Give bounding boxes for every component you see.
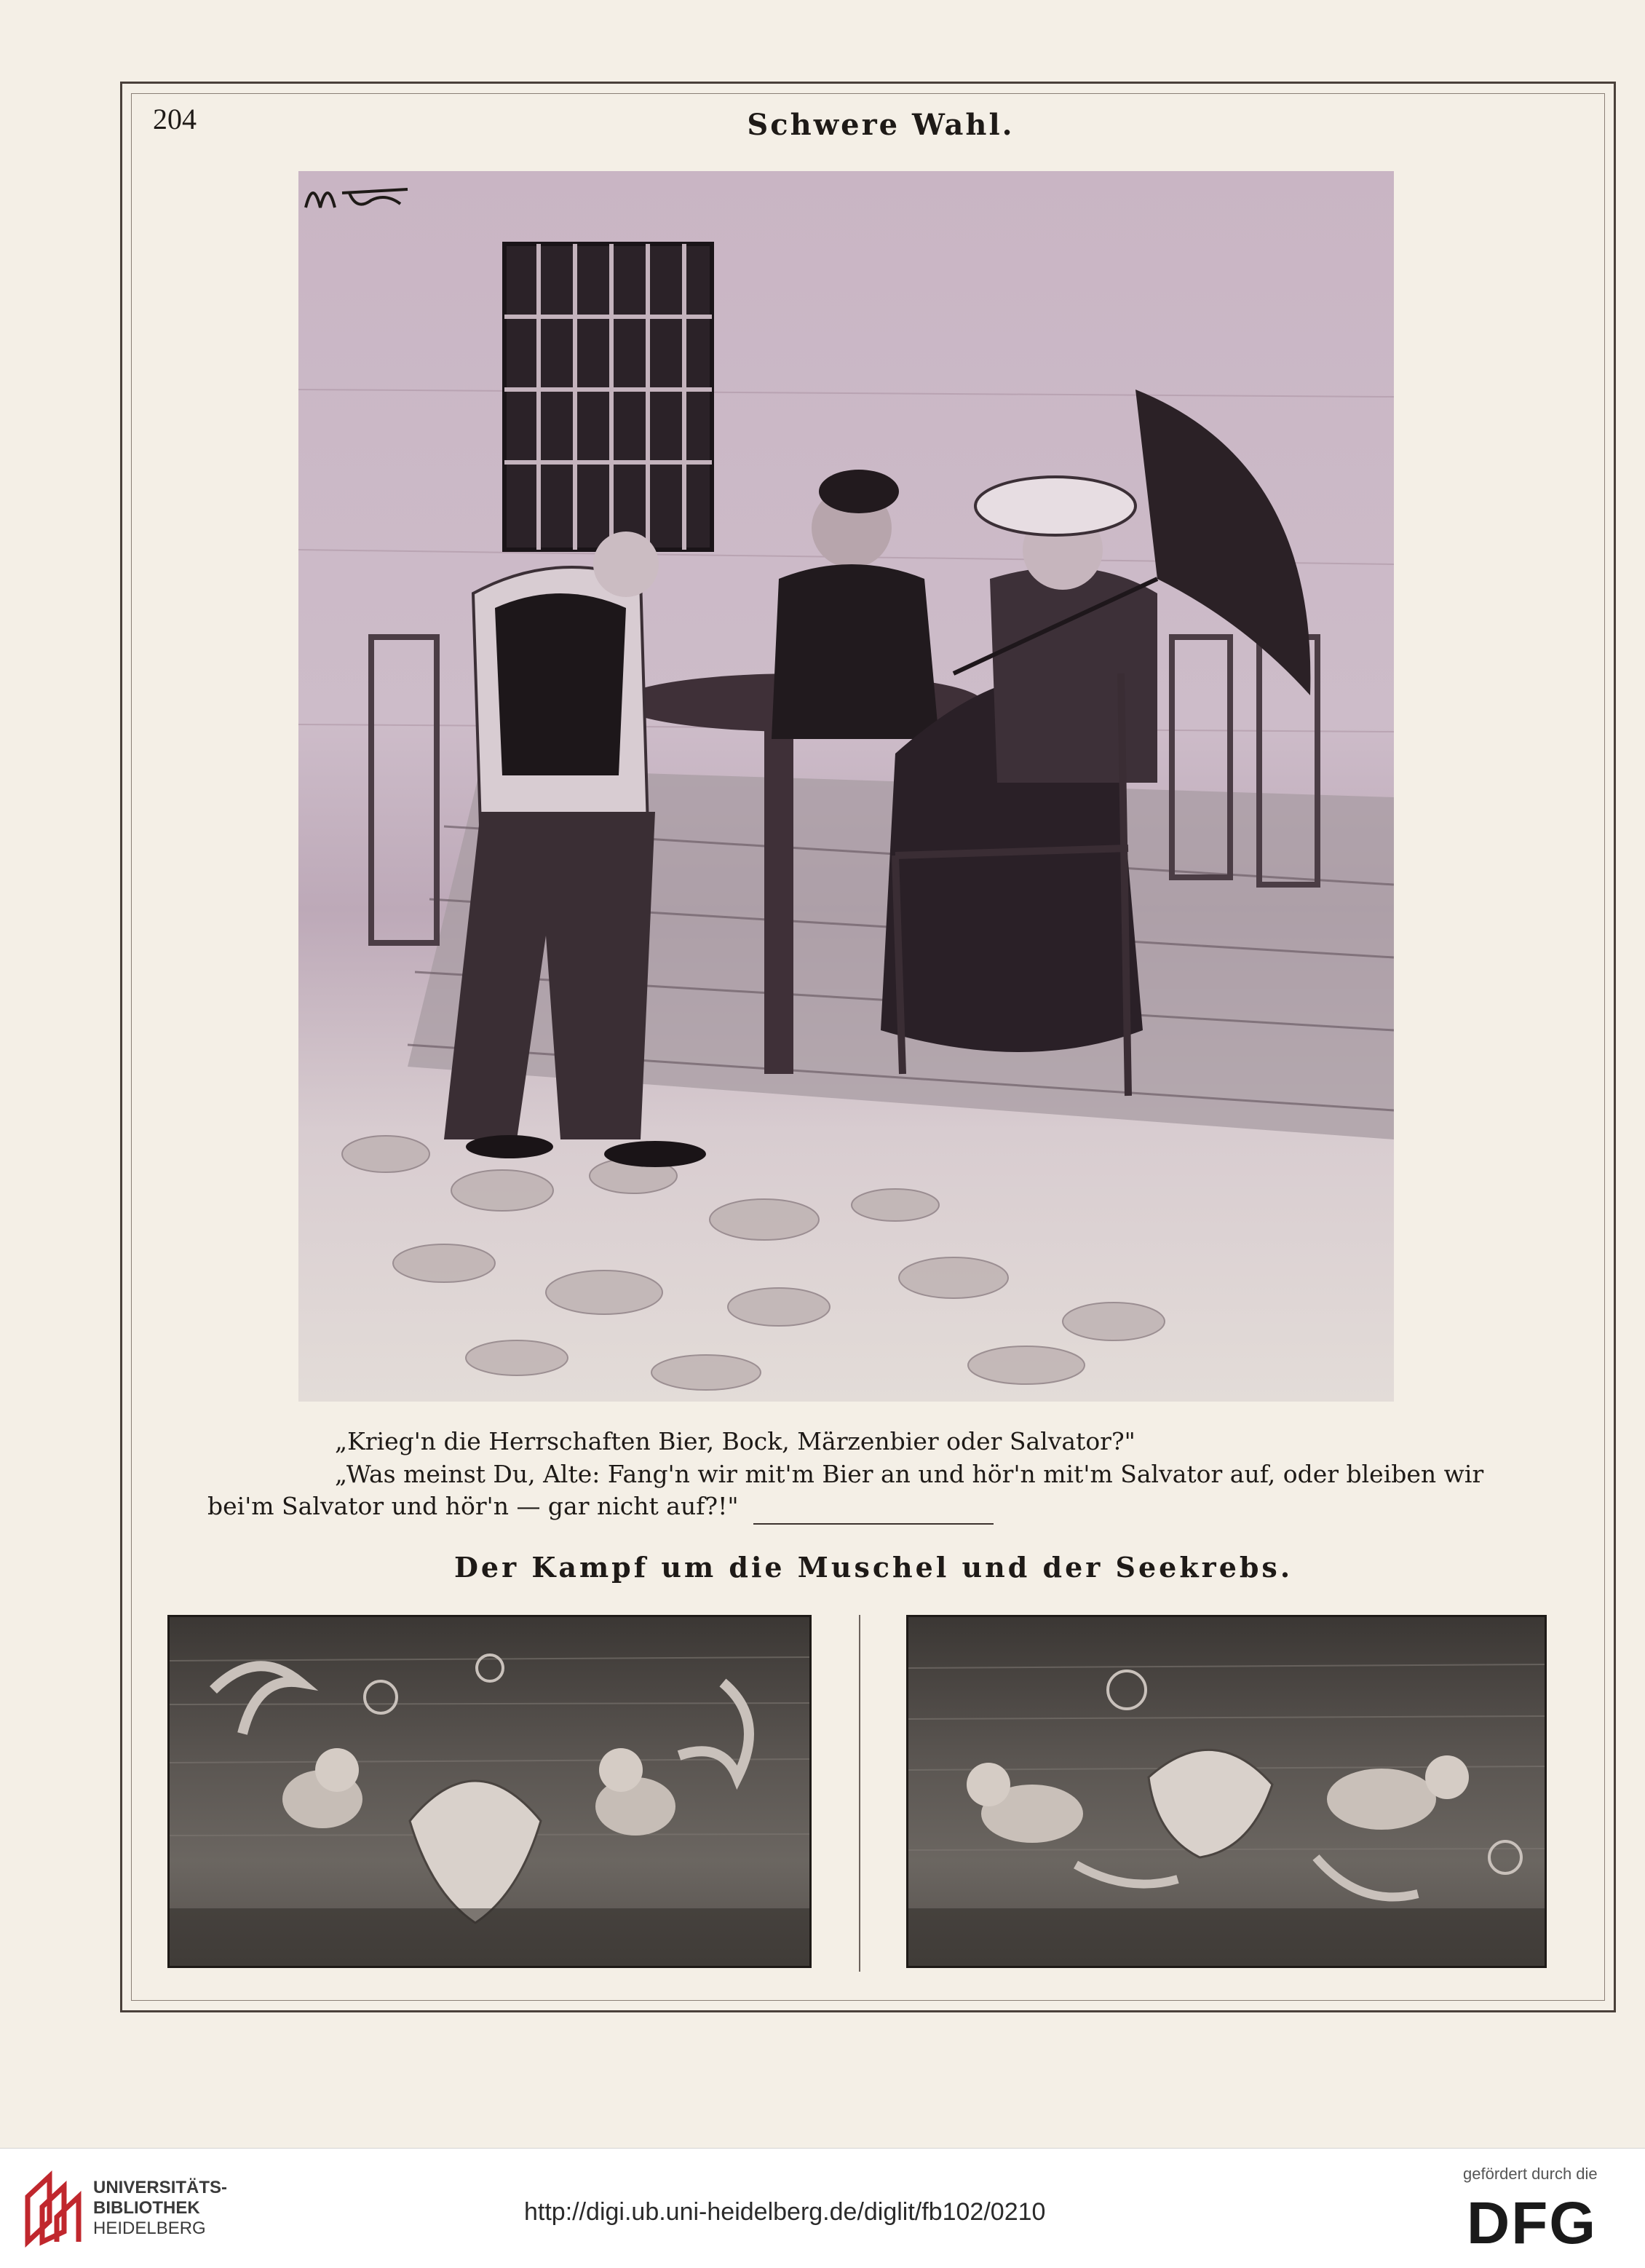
caption-line-2: „Was meinst Du, Alte: Fang'n wir mit'm Bier an und hör'n mit'm Salvator auf, oder bleiben wir xyxy=(335,1460,1484,1488)
dfg-logo[interactable]: DFG xyxy=(1467,2190,1598,2256)
section-title: Der Kampf um die Muschel und der Seekrebs. xyxy=(453,1551,1293,1584)
artist-signature-mark xyxy=(298,171,415,222)
funding-note: gefördert durch die xyxy=(1463,2165,1598,2183)
page-number: 204 xyxy=(153,103,197,135)
mermaid-panel-right xyxy=(906,1615,1547,1968)
mermaid-panel-left xyxy=(167,1615,812,1968)
library-name-line-2: BIBLIOTHEK xyxy=(93,2198,200,2218)
caption-line-1: „Krieg'n die Herrschaften Bier, Bock, Märzenbier oder Salvator?" xyxy=(335,1427,1135,1455)
panel-separator xyxy=(859,1615,860,1972)
footer-bar xyxy=(0,2148,1645,2268)
beer-garden-illustration xyxy=(298,171,1394,1402)
caption-line-3: bei'm Salvator und hör'n — gar nicht auf?!" xyxy=(207,1492,739,1520)
page-title: Schwere Wahl. xyxy=(747,108,1015,142)
university-library-logo[interactable] xyxy=(22,2169,89,2249)
library-name-line-3: HEIDELBERG xyxy=(93,2218,206,2238)
library-name-line-1: UNIVERSITÄTS- xyxy=(93,2178,228,2197)
library-name xyxy=(93,2178,227,2239)
section-divider xyxy=(753,1523,994,1525)
permalink-url[interactable]: http://digi.ub.uni-heidelberg.de/diglit/fb102/0210 xyxy=(524,2198,1046,2226)
